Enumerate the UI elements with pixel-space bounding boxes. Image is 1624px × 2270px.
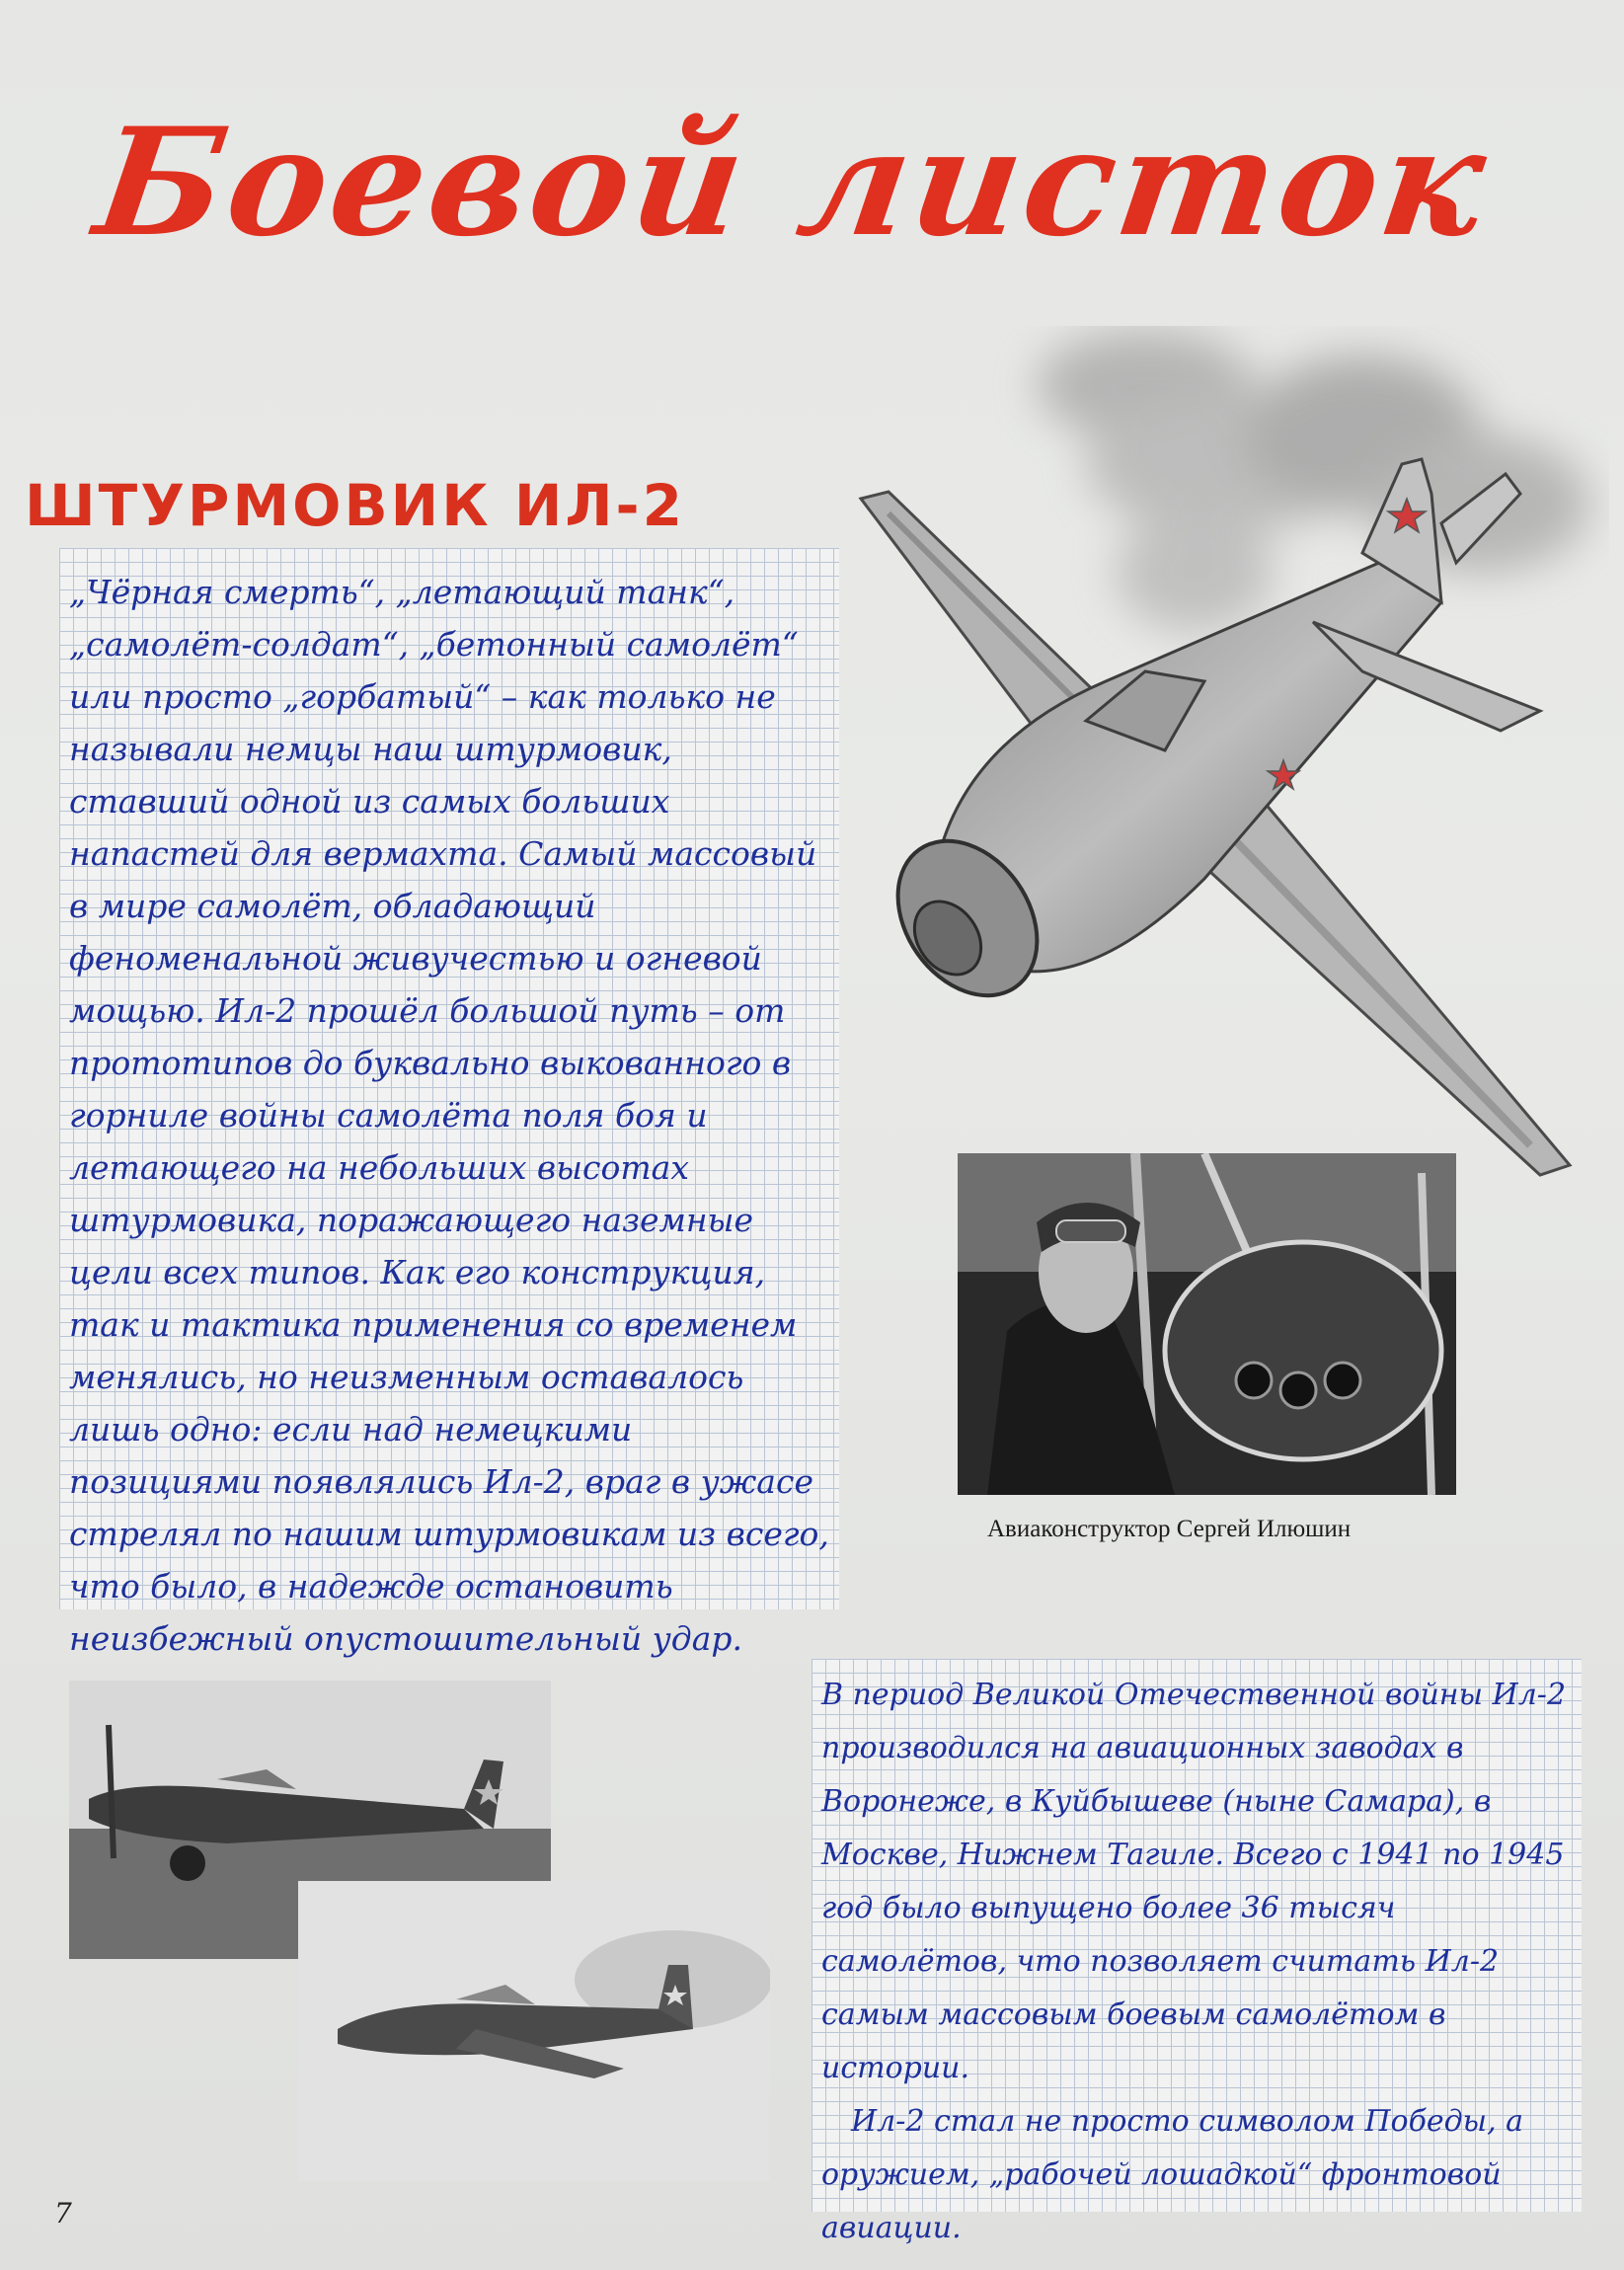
grid-paper-history	[812, 1659, 1582, 2245]
grid-paper-main	[59, 548, 839, 1658]
main-handwritten-text: „Чёрная смерть“, „летающий танк“, „самолёт-солдат“, „бетонный самолёт“ или просто „горбатый“ – как только не называли немцы наш штурмовик, ставший одной из самых больших напастей для вермахта. Самый массовый в мире самолёт, обладающий феноменальной живучестью и огневой мощью. Ил-2 прошёл большой путь – от прототипов до буквально выкованного в горниле войны самолёта поля боя и летающего на небольших высотах штурмовика, поражающего наземные цели всех типов. Как его конструкция, так и тактика применения со временем менялись, но неизменным оставалось лишь одно: если над немецкими позициями появлялись Ил-2, враг в ужасе стрелял по нашим штурмовикам из всего, что было, в надежде остановить неизбежный опустошительный удар.	[69, 573, 829, 1658]
il2-flight-photo	[298, 1881, 770, 2181]
poster-title: Боевой листок	[86, 96, 1500, 270]
page-number: 7	[54, 2197, 72, 2230]
conclusion-paragraph: Ил-2 стал не просто символом Победы, а оружием, „рабочей лошадкой“ фронтовой авиации.	[821, 2104, 1524, 2245]
il2-pencil-sketch	[849, 326, 1609, 1214]
section-heading: ШТУРМОВИК ИЛ-2	[25, 472, 685, 539]
ilyushin-portrait-photo	[958, 1153, 1456, 1495]
portrait-caption: Авиаконструктор Сергей Илюшин	[987, 1516, 1352, 1542]
history-paragraph: В период Великой Отечественной войны Ил-2 производился на авиационных заводах в Воронеже, в Куйбышеве (ныне Самара), в Москве, Нижнем Тагиле. Всего с 1941 по 1945 год было выпущено более 36 тысяч самолётов, что позволяет считать Ил-2 самым массовым боевым самолётом в истории.	[821, 1678, 1567, 2085]
history-handwritten-text	[821, 1669, 1572, 2255]
